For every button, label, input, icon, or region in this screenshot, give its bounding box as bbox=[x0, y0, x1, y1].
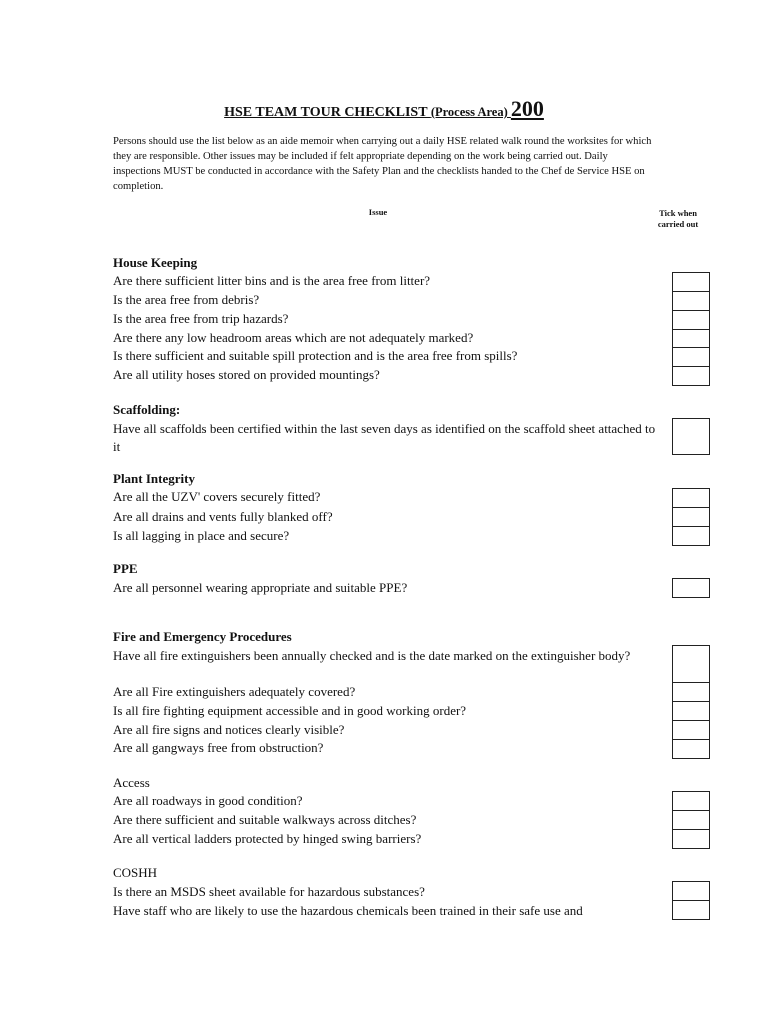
checklist-item: Are all the UZV' covers securely fitted? bbox=[113, 489, 321, 504]
tick-header-line1: Tick when bbox=[659, 208, 697, 218]
tick-checkbox[interactable] bbox=[672, 526, 710, 546]
section-heading-scaffolding: Scaffolding: bbox=[113, 402, 181, 417]
tick-checkbox[interactable] bbox=[672, 291, 710, 311]
tick-checkbox[interactable] bbox=[672, 791, 710, 811]
tick-checkbox[interactable] bbox=[672, 810, 710, 830]
checklist-item: Are all vertical ladders protected by hinged swing barriers? bbox=[113, 831, 422, 846]
document-title bbox=[0, 96, 768, 122]
tick-checkbox[interactable] bbox=[672, 682, 710, 702]
tick-header-line2: carried out bbox=[657, 219, 699, 229]
tick-checkbox[interactable] bbox=[672, 272, 710, 292]
tick-checkbox[interactable] bbox=[672, 488, 710, 508]
tick-checkbox[interactable] bbox=[672, 701, 710, 721]
checklist-item: Have all fire extinguishers been annually checked and is the date marked on the extinguisher body? bbox=[113, 648, 631, 663]
checklist-item: Are all roadways in good condition? bbox=[113, 793, 303, 808]
section-heading-plant-integrity: Plant Integrity bbox=[113, 471, 195, 486]
tick-checkbox[interactable] bbox=[672, 645, 710, 683]
checklist-item: Is there an MSDS sheet available for hazardous substances? bbox=[113, 884, 425, 899]
checklist-item: Is the area free from debris? bbox=[113, 292, 260, 307]
checklist-item: Are there sufficient and suitable walkways across ditches? bbox=[113, 812, 417, 827]
checklist-item: Is all lagging in place and secure? bbox=[113, 528, 290, 543]
title-sub: (Process Area) bbox=[430, 105, 511, 119]
checklist-item: Are all Fire extinguishers adequately covered? bbox=[113, 684, 356, 699]
tick-checkbox[interactable] bbox=[672, 900, 710, 920]
section-heading-fire-emergency: Fire and Emergency Procedures bbox=[113, 629, 292, 644]
tick-checkbox[interactable] bbox=[672, 881, 710, 901]
checklist-item: Are all personnel wearing appropriate and suitable PPE? bbox=[113, 580, 408, 595]
section-heading-access: Access bbox=[113, 775, 150, 790]
checklist-item: Are all gangways free from obstruction? bbox=[113, 740, 324, 755]
tick-checkbox[interactable] bbox=[672, 366, 710, 386]
tick-checkbox[interactable] bbox=[672, 578, 710, 598]
title-number: 200 bbox=[510, 96, 544, 121]
checklist-item: Are all drains and vents fully blanked off? bbox=[113, 509, 333, 524]
tick-checkbox[interactable] bbox=[672, 310, 710, 330]
checklist-item: Have all scaffolds been certified within the last seven days as identified on the scaffold sheet attached to it bbox=[113, 421, 656, 454]
checklist-item: Are all fire signs and notices clearly visible? bbox=[113, 722, 345, 737]
tick-checkbox[interactable] bbox=[672, 507, 710, 527]
title-main: HSE TEAM TOUR CHECKLIST bbox=[224, 105, 431, 120]
checklist-item: Are all utility hoses stored on provided mountings? bbox=[113, 367, 380, 382]
tick-checkbox[interactable] bbox=[672, 720, 710, 740]
issue-column-header: Issue bbox=[368, 207, 388, 217]
intro-paragraph: Persons should use the list below as an aide memoir when carrying out a daily HSE related walk round the worksites for which they are responsible. Other issues may be included if felt appropriate depending on the work being carried out. Daily inspections MUST be conducted in accordance with the Safety Plan and the checklists handed to the Chef de Service HSE on completion. bbox=[113, 136, 652, 192]
checklist-item: Is the area free from trip hazards? bbox=[113, 311, 289, 326]
checklist-item: Are there any low headroom areas which are not adequately marked? bbox=[113, 330, 474, 345]
section-heading-house-keeping: House Keeping bbox=[113, 255, 198, 270]
tick-column-header bbox=[648, 208, 708, 230]
tick-checkbox[interactable] bbox=[672, 418, 710, 455]
tick-checkbox[interactable] bbox=[672, 347, 710, 367]
section-heading-ppe: PPE bbox=[113, 561, 138, 576]
checklist-item: Is there sufficient and suitable spill protection and is the area free from spills? bbox=[113, 348, 518, 363]
checklist-item: Are there sufficient litter bins and is the area free from litter? bbox=[113, 273, 431, 288]
checklist-item: Is all fire fighting equipment accessible and in good working order? bbox=[113, 703, 467, 718]
section-heading-coshh: COSHH bbox=[113, 865, 158, 880]
tick-checkbox[interactable] bbox=[672, 329, 710, 348]
checklist-item: Have staff who are likely to use the hazardous chemicals been trained in their safe use and bbox=[113, 903, 583, 918]
tick-checkbox[interactable] bbox=[672, 739, 710, 759]
tick-checkbox[interactable] bbox=[672, 829, 710, 849]
